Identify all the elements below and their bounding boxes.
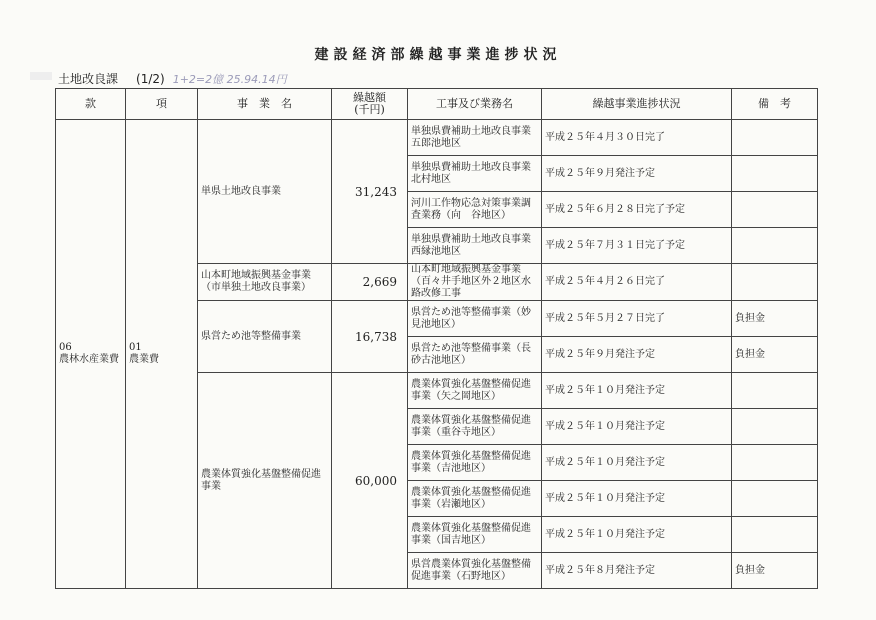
work-note: 負担金 (732, 301, 818, 337)
department-name: 土地改良課 (58, 72, 119, 86)
kan-code: 06 (59, 342, 72, 353)
work-status: 平成２５年９月発注予定 (542, 337, 732, 373)
project-name: 農業体質強化基盤整備促進事業 (198, 373, 332, 589)
work-status: 平成２５年１０月発注予定 (542, 373, 732, 409)
work-name: 農業体質強化基盤整備促進事業（国吉地区） (408, 517, 542, 553)
work-name: 農業体質強化基盤整備促進事業（岩瀬地区） (408, 481, 542, 517)
work-status: 平成２５年８月発注予定 (542, 553, 732, 589)
work-name: 農業体質強化基盤整備促進事業（重谷寺地区） (408, 409, 542, 445)
work-note (732, 517, 818, 553)
work-name: 県営農業体質強化基盤整備促進事業（石野地区） (408, 553, 542, 589)
kou-cell (126, 120, 198, 589)
header-kan: 款 (56, 89, 126, 120)
work-status: 平成２５年４月２６日完了 (542, 264, 732, 301)
header-shinchoku: 繰越事業進捗状況 (542, 89, 732, 120)
header-kurikoshi-gaku (332, 89, 408, 120)
work-name: 単独県費補助土地改良事業五郎池地区 (408, 120, 542, 156)
work-status: 平成２５年１０月発注予定 (542, 517, 732, 553)
project-name: 単県土地改良事業 (198, 120, 332, 264)
kan-cell (56, 120, 126, 589)
work-name: 山本町地域振興基金事業（百々井手地区外２地区水路改修工事 (408, 264, 542, 301)
handwritten-note: 1+2=2億 25.94.14円 (172, 73, 287, 86)
kou-code: 01 (129, 342, 142, 353)
subtitle-row (58, 70, 287, 87)
kan-name: 農林水産業費 (59, 354, 119, 365)
progress-table (55, 88, 818, 589)
work-status: 平成２５年４月３０日完了 (542, 120, 732, 156)
document-title: 建設経済部繰越事業進捗状況 (314, 47, 562, 63)
project-amount: 16,738 (332, 301, 408, 373)
work-note (732, 373, 818, 409)
header-koji-mei: 工事及び業務名 (408, 89, 542, 120)
header-kou: 項 (126, 89, 198, 120)
header-jigyo-mei: 事 業 名 (198, 89, 332, 120)
work-name: 農業体質強化基盤整備促進事業（矢之岡地区） (408, 373, 542, 409)
header-kurikoshi-unit: (千円) (354, 103, 385, 116)
work-status: 平成２５年６月２８日完了予定 (542, 192, 732, 228)
work-name: 県営ため池等整備事業（妙見池地区） (408, 301, 542, 337)
scan-mark (30, 72, 52, 80)
work-note (732, 481, 818, 517)
work-note (732, 192, 818, 228)
work-note (732, 228, 818, 264)
project-name: 県営ため池等整備事業 (198, 301, 332, 373)
header-row (56, 89, 818, 120)
work-note (732, 445, 818, 481)
work-name: 河川工作物応急対策事業調査業務（向 谷地区） (408, 192, 542, 228)
project-name: 山本町地域振興基金事業（市単独土地改良事業） (198, 264, 332, 301)
kou-name: 農業費 (129, 354, 159, 365)
work-name: 単独県費補助土地改良事業西縁池地区 (408, 228, 542, 264)
work-status: 平成２５年９月発注予定 (542, 156, 732, 192)
work-status: 平成２５年１０月発注予定 (542, 481, 732, 517)
work-note (732, 120, 818, 156)
work-note (732, 264, 818, 301)
header-biko: 備 考 (732, 89, 818, 120)
work-name: 県営ため池等整備事業（長砂古池地区） (408, 337, 542, 373)
work-status: 平成２５年１０月発注予定 (542, 409, 732, 445)
work-note (732, 409, 818, 445)
work-note: 負担金 (732, 553, 818, 589)
project-amount: 31,243 (332, 120, 408, 264)
work-status: 平成２５年５月２７日完了 (542, 301, 732, 337)
work-name: 単独県費補助土地改良事業北村地区 (408, 156, 542, 192)
work-status: 平成２５年７月３１日完了予定 (542, 228, 732, 264)
work-note (732, 156, 818, 192)
header-kurikoshi-label: 繰越額 (353, 91, 386, 104)
project-amount: 2,669 (332, 264, 408, 301)
page-indicator: (1/2) (136, 72, 165, 86)
table-row (56, 120, 818, 156)
work-name: 農業体質強化基盤整備促進事業（吉池地区） (408, 445, 542, 481)
project-amount: 60,000 (332, 373, 408, 589)
work-note: 負担金 (732, 337, 818, 373)
work-status: 平成２５年１０月発注予定 (542, 445, 732, 481)
